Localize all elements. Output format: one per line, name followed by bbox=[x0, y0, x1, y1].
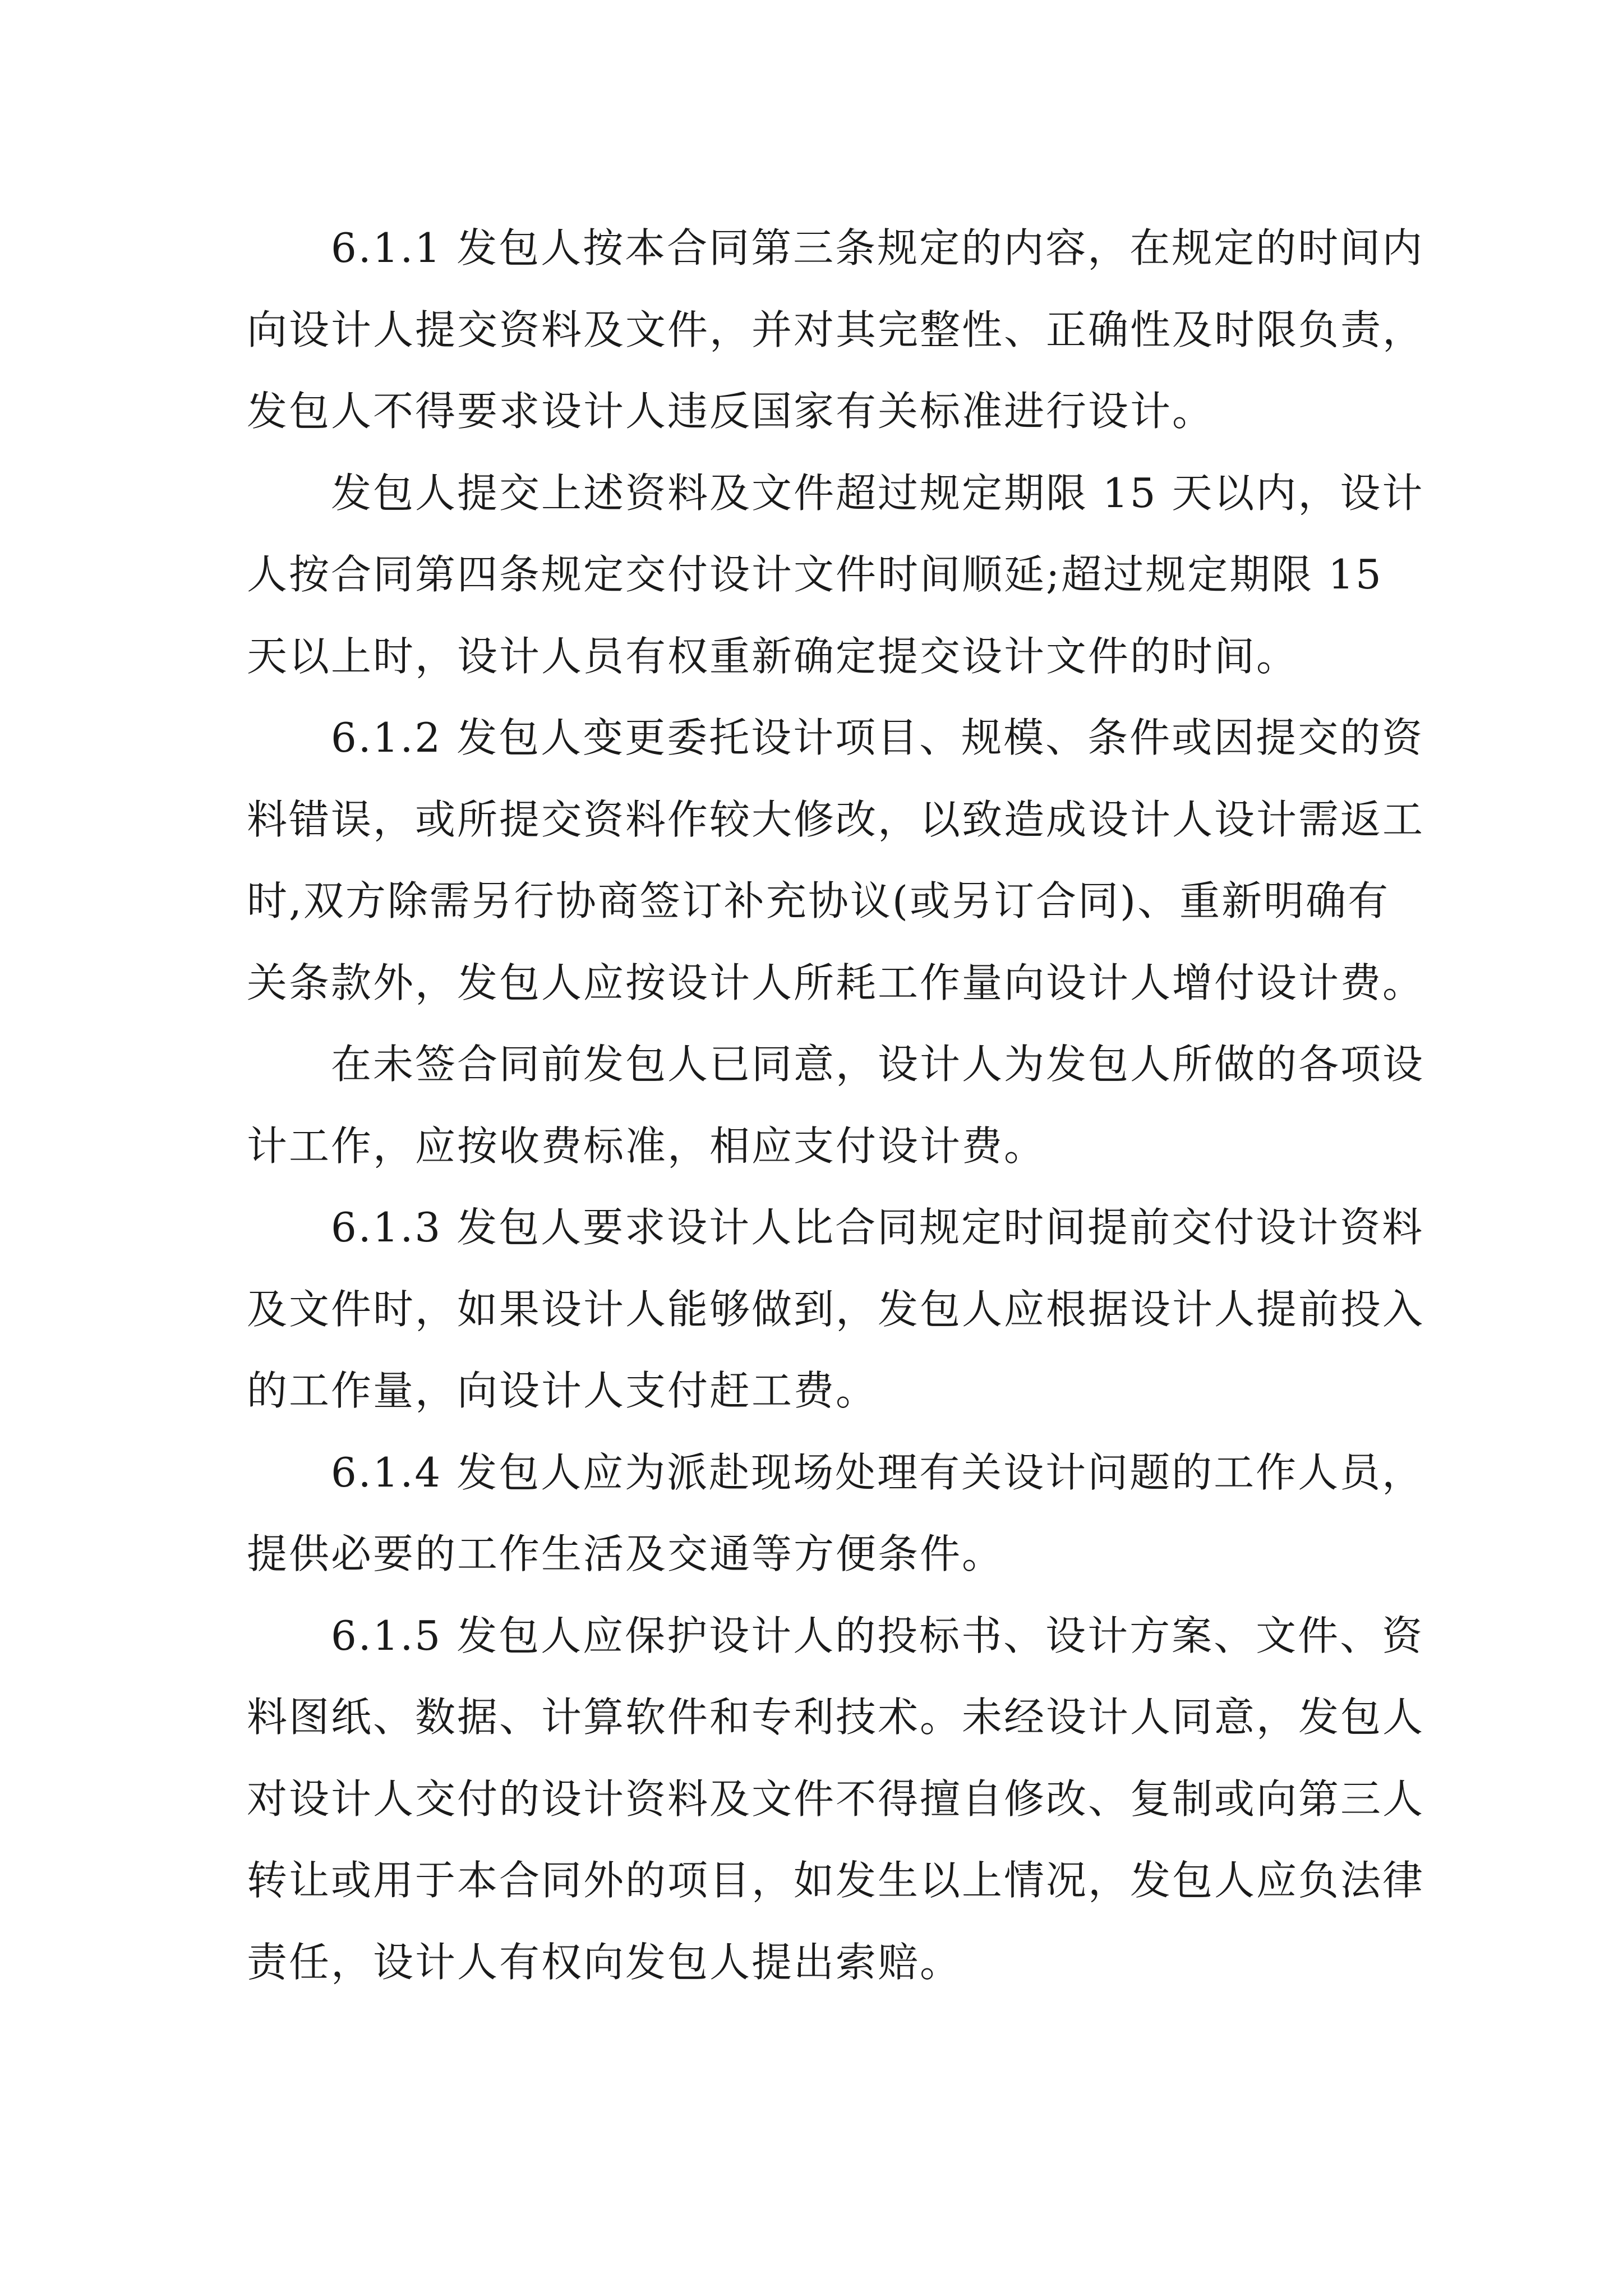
contract-body bbox=[247, 208, 1424, 2003]
paragraph-submission-delay: 发包人提交上述资料及文件超过规定期限 15 天以内，设计人按合同第四条规定交付设计文件时间顺延;超过规定期限 15 天以上时，设计人员有权重新确定提交设计文件的时间。 bbox=[247, 469, 1424, 680]
paragraph-6-1-1: 6.1.1 发包人按本合同第三条规定的内容，在规定的时间内向设计人提交资料及文件，并对其完整性、正确性及时限负责，发包人不得要求设计人违反国家有关标准进行设计。 bbox=[247, 224, 1425, 435]
paragraph-6-1-5: 6.1.5 发包人应保护设计人的投标书、设计方案、文件、资料图纸、数据、计算软件和专利技术。未经设计人同意，发包人对设计人交付的设计资料及文件不得擅自修改、复制或向第三人转让或用于本合同外的项目，如发生以上情况，发包人应负法律责任，设计人有权向发包人提出索赔。 bbox=[247, 1612, 1425, 1986]
paragraph-6-1-3: 6.1.3 发包人要求设计人比合同规定时间提前交付设计资料及文件时，如果设计人能够做到，发包人应根据设计人提前投入的工作量，向设计人支付赶工费。 bbox=[247, 1204, 1425, 1414]
paragraph-pre-contract-work: 在未签合同前发包人已同意，设计人为发包人所做的各项设计工作，应按收费标准，相应支付设计费。 bbox=[247, 1041, 1425, 1170]
paragraph-6-1-4: 6.1.4 发包人应为派赴现场处理有关设计问题的工作人员，提供必要的工作生活及交通等方便条件。 bbox=[247, 1448, 1424, 1577]
paragraph-6-1-2: 6.1.2 发包人变更委托设计项目、规模、条件或因提交的资料错误，或所提交资料作较大修改，以致造成设计人设计需返工时,双方除需另行协商签订补充协议(或另订合同)、重新明确有关条款外，发包人应按设计人所耗工作量向设计人增付设计费。 bbox=[247, 714, 1425, 1006]
